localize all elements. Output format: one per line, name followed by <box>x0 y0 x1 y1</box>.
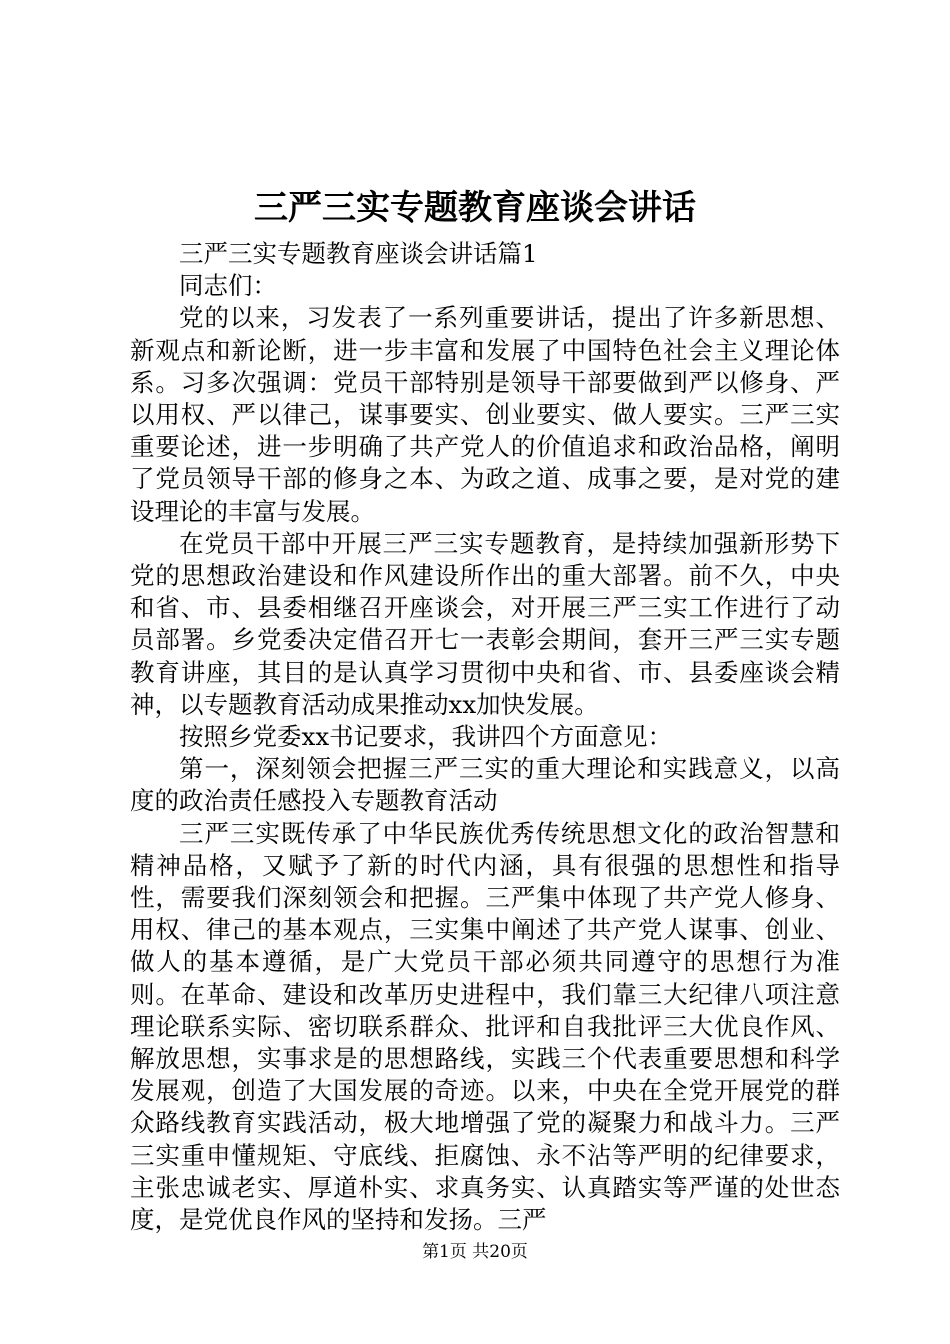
paragraph: 按照乡党委xx书记要求，我讲四个方面意见： <box>179 722 673 752</box>
paragraph: 在党员干部中开展三严三实专题教育，是持续加强新形势下党的思想政治建设和作风建设所作出的重大部署。前不久，中央和省、市、县委相继召开座谈会，对开展三严三实工作进行了动员部署。乡党委决定借召开七一表彰会期间，套开三严三实专题教育讲座，其目的是认真学习贯彻中央和省、市、县委座谈会精神，以专题教育活动成果推动xx加快发展。 <box>130 528 840 719</box>
paragraph-heading: 三严三实专题教育座谈会讲话篇1 <box>179 239 538 268</box>
document-body <box>130 238 840 1236</box>
page-number-footer: 第1页 共20页 <box>422 1242 528 1262</box>
paragraph-section-heading: 第一，深刻领会把握三严三实的重大理论和实践意义，以高度的政治责任感投入专题教育活动 <box>130 754 840 816</box>
paragraph-salutation: 同志们： <box>179 271 277 301</box>
paragraph: 三严三实既传承了中华民族优秀传统思想文化的政治智慧和精神品格，又赋予了新的时代内涵，具有很强的思想性和指导性，需要我们深刻领会和把握。三严集中体现了共产党人修身、用权、律己的基本观点，三实集中阐述了共产党人谋事、创业、做人的基本遵循，是广大党员干部必须共同遵守的思想行为准则。在革命、建设和改革历史进程中，我们靠三大纪律八项注意理论联系实际、密切联系群众、批评和自我批评三大优良作风、解放思想，实事求是的思想路线，实践三个代表重要思想和科学发展观，创造了大国发展的奇迹。以来，中央在全党开展党的群众路线教育实践活动，极大地增强了党的凝聚力和战斗力。三严三实重申懂规矩、守底线、拒腐蚀、永不沾等严明的纪律要求，主张忠诚老实、厚道朴实、求真务实、认真踏实等严谨的处世态度，是党优良作风的坚持和发扬。三严 <box>130 818 840 1235</box>
document-title: 三严三实专题教育座谈会讲话 <box>254 188 696 228</box>
paragraph: 党的以来，习发表了一系列重要讲话，提出了许多新思想、新观点和新论断，进一步丰富和发展了中国特色社会主义理论体系。习多次强调：党员干部特别是领导干部要做到严以修身、严以用权、严以律己，谋事要实、创业要实、做人要实。三严三实重要论述，进一步明确了共产党人的价值追求和政治品格，阐明了党员领导干部的修身之本、为政之道、成事之要，是对党的建设理论的丰富与发展。 <box>130 303 840 526</box>
